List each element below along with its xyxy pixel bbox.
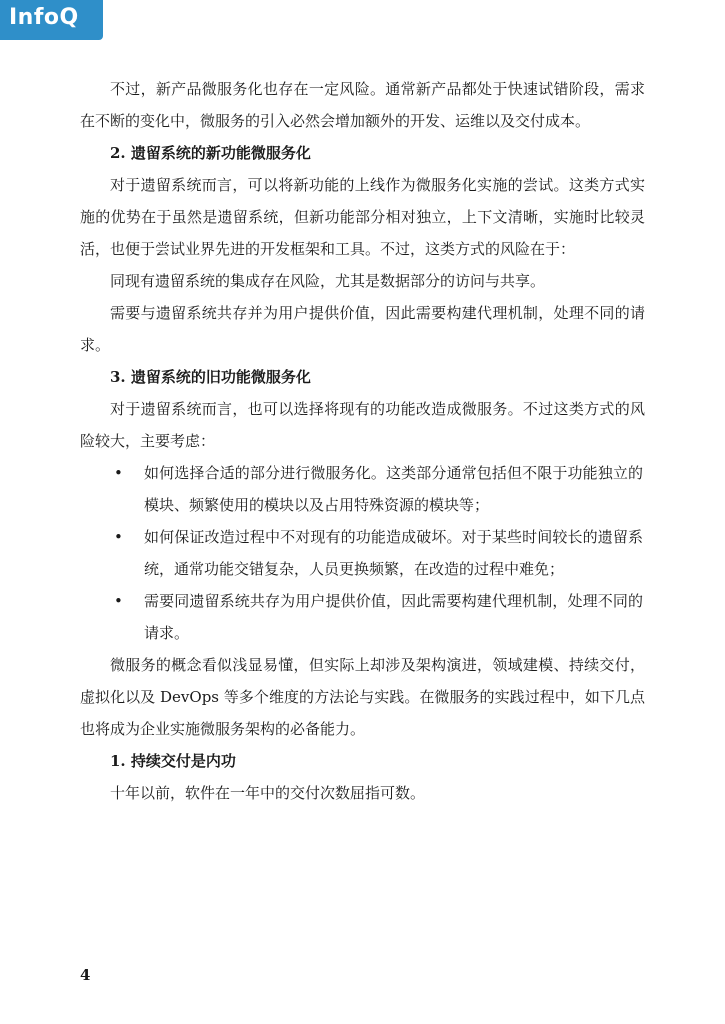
page-number: 4: [80, 966, 91, 984]
section-heading: 2. 遗留系统的新功能微服务化: [110, 144, 311, 162]
paragraph: 微服务的概念看似浅显易懂，但实际上却涉及架构演进，领域建模、持续交付，虚拟化以及 DevOps 等多个维度的方法论与实践。在微服务的实践过程中，如下几点也将成为企业实施微服务架构的必备能力。: [80, 656, 645, 738]
paragraph: 对于遗留系统而言，可以将新功能的上线作为微服务化实施的尝试。这类方式实施的优势在于虽然是遗留系统，但新功能部分相对独立，上下文清晰，实施时比较灵活，也便于尝试业界先进的开发框架和工具。不过，这类方式的风险在于：: [80, 176, 645, 258]
infoq-logo: InfoQ: [9, 5, 79, 30]
paragraph: 十年以前，软件在一年中的交付次数屈指可数。: [110, 784, 426, 802]
paragraph: 同现有遗留系统的集成存在风险，尤其是数据部分的访问与共享。: [110, 272, 546, 290]
paragraph: 对于遗留系统而言，也可以选择将现有的功能改造成微服务。不过这类方式的风险较大，主要考虑：: [80, 400, 645, 450]
bullet-text: 需要同遗留系统共存为用户提供价值，因此需要构建代理机制，处理不同的请求。: [144, 592, 643, 642]
bullet-icon: •: [114, 592, 123, 610]
bullet-text: 如何保证改造过程中不对现有的功能造成破坏。对于某些时间较长的遗留系统，通常功能交错复杂，人员更换频繁，在改造的过程中难免；: [144, 528, 643, 578]
page-content: [80, 73, 645, 809]
bullet-item: [80, 457, 645, 521]
bullet-text: 如何选择合适的部分进行微服务化。这类部分通常包括但不限于功能独立的模块、频繁使用的模块以及占用特殊资源的模块等；: [144, 464, 643, 514]
bullet-icon: •: [114, 464, 123, 482]
paragraph: 需要与遗留系统共存并为用户提供价值，因此需要构建代理机制，处理不同的请求。: [80, 304, 645, 354]
section-heading: 3. 遗留系统的旧功能微服务化: [110, 368, 311, 386]
paragraph: 不过，新产品微服务化也存在一定风险。通常新产品都处于快速试错阶段，需求在不断的变化中，微服务的引入必然会增加额外的开发、运维以及交付成本。: [80, 80, 645, 130]
brand-header: [0, 0, 103, 40]
section-heading: 1. 持续交付是内功: [110, 752, 236, 770]
bullet-item: [80, 521, 645, 585]
bullet-item: [80, 585, 645, 649]
bullet-icon: •: [114, 528, 123, 546]
